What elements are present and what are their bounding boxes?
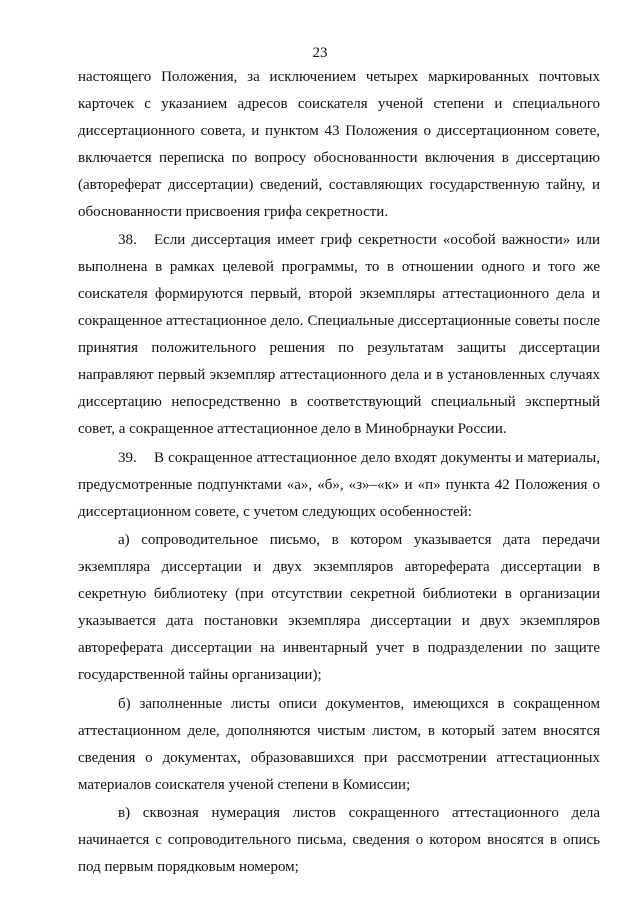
paragraph-38 — [78, 227, 600, 442]
paragraph-text: а) сопроводительное письмо, в котором указывается дата передачи экземпляра диссертации и двух экземпляров автореферата диссертации в секретную библиотеку (при отсутствии секретной библиотеки в организации указывается дата постановки экземпляра диссертации и двух экземпляров автореферата диссертации на инвентарный учет в подразделении по защите государственной тайны организации); — [78, 532, 600, 683]
subparagraph-b — [78, 691, 600, 799]
paragraph-number: 39. — [118, 449, 137, 466]
paragraph-text: Если диссертация имеет гриф секретности «особой важности» или выполнена в рамках целевой программы, то в отношении одного и того же соискателя формируются первый, второй экземпляры аттестационного дела и сокращенное аттестационное дело. Специальные диссертационные советы после принятия положительного решения по результатам защиты диссертации направляют первый экземпляр аттестационного дела и в установленных случаях диссертацию непосредственно в соответствующий специальный экспертный совет, а сокращенное аттестационное дело в Минобрнауки России. — [78, 232, 600, 437]
subparagraph-v — [78, 800, 600, 881]
paragraph-number: 38. — [118, 232, 137, 249]
paragraph-text: В сокращенное аттестационное дело входят документы и материалы, предусмотренные подпунктами «а», «б», «з»–«к» и «п» пункта 42 Положения о диссертационном совете, с учетом следующих особенностей: — [78, 449, 600, 520]
paragraph-text: в) сквозная нумерация листов сокращенного аттестационного дела начинается с сопроводительного письма, сведения о котором вносятся в опись под первым порядковым номером; — [78, 805, 600, 876]
paragraph-continuation — [78, 64, 600, 225]
page-number: 23 — [312, 45, 328, 61]
paragraph-text: настоящего Положения, за исключением четырех маркированных почтовых карточек с указанием адресов соискателя ученой степени и специального диссертационного совета, и пунктом 43 Положения о диссертационном совете, включается переписка по вопросу обоснованности включения в диссертацию (автореферат диссертации) сведений, составляющих государственную тайну, и обоснованности присвоения грифа секретности. — [78, 69, 600, 220]
document-body — [78, 64, 600, 881]
paragraph-text: б) заполненные листы описи документов, имеющихся в сокращенном аттестационном деле, дополняются чистым листом, в который затем вносятся сведения о документах, образовавшихся при рассмотрении аттестационных материалов соискателя ученой степени в Комиссии; — [78, 695, 600, 793]
paragraph-39 — [78, 445, 600, 526]
subparagraph-a — [78, 527, 600, 688]
